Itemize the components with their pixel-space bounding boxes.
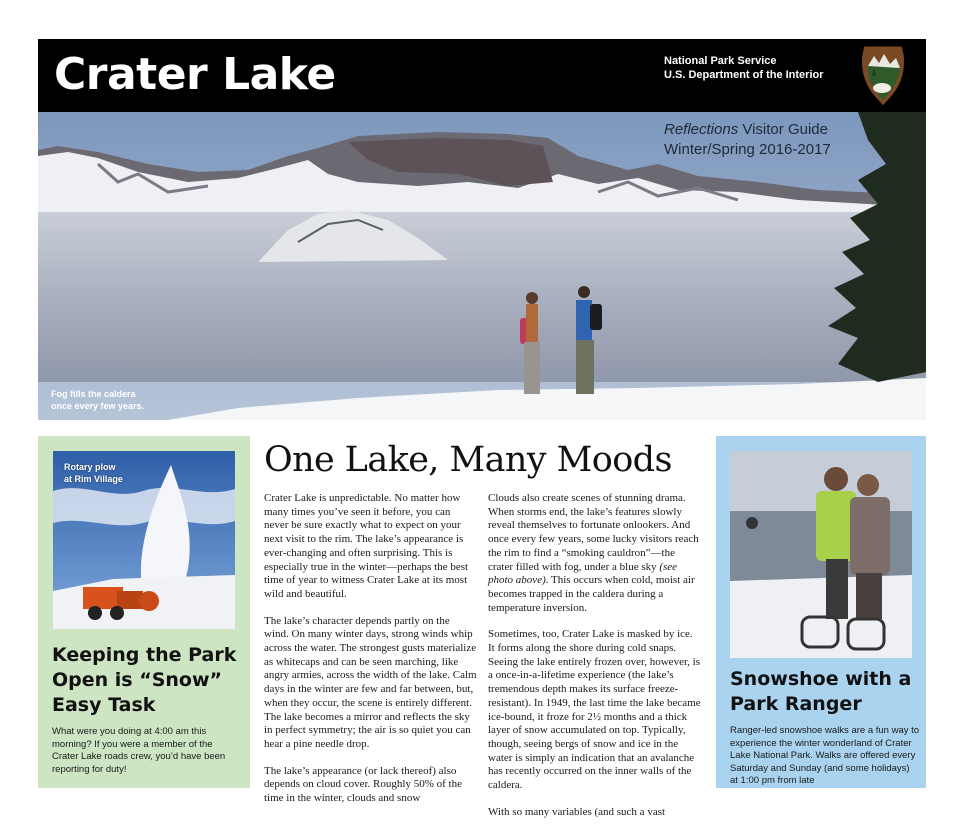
plow-photo-caption [64, 461, 123, 485]
article-paragraph: With so many variables (and such a vast [488, 805, 666, 818]
guide-title-rest: Visitor Guide [738, 121, 828, 138]
publication-title: Crater Lake [54, 49, 336, 100]
guide-edition: Winter/Spring 2016-2017 [664, 141, 831, 158]
hero-caption [51, 388, 144, 412]
snowshoe-heading: Snowshoe with a Park Ranger [730, 668, 912, 715]
article-headline: One Lake, Many Moods [264, 440, 672, 480]
agency-name: National Park Service [664, 55, 777, 67]
article-column-1 [264, 492, 477, 819]
photo-reference: (see photo above) [488, 560, 678, 587]
article-paragraph: The lake’s character depends partly on the wind. On many winter days, strong winds whip across the water. The strongest gusts materialize as whitecaps and can be seen marching, like angry armies, across the width of the lake. Calm days in the winter are few and far between, but, when they occur, the scene is entirely different. The lake becomes a mirror and reflects the sky in perfect symmetry; the air is so quiet you can hear a pine needle drop. [264, 614, 477, 750]
plow-caption-line: Rotary plow [64, 462, 116, 472]
roads-crew-heading: Keeping the Park Open is “Snow” Easy Task [52, 644, 237, 716]
main-article [250, 436, 716, 818]
hero-caption-line: Fog fills the caldera [51, 389, 136, 399]
department-name: U.S. Department of the Interior [664, 69, 824, 81]
snowshoe-sidebar [716, 436, 926, 788]
rotary-plow-photo [53, 451, 235, 629]
article-paragraph: Sometimes, too, Crater Lake is masked by ice. It forms along the shore during cold snaps. Seeing the lake entirely frozen over, however, is a once-in-a-lifetime experience (the lake’s tremendous depth makes its surface freeze-resistant). In 1949, the last time the lake became ice-bound, it froze for 2½ months and a thick layer of snow accumulated on top. Typically, though, seeing bergs of snow and ice in the water is simply an indication that an avalanche has recently occurred on the inner walls of the caldera. [488, 628, 701, 792]
snowshoe-photo [730, 451, 912, 658]
plow-caption-line: at Rim Village [64, 474, 123, 484]
snowshoe-image [730, 451, 912, 658]
hero-caption-line: once every few years. [51, 401, 145, 411]
roads-crew-body: What were you doing at 4:00 am this morning? If you were a member of the Crater Lake roads crew, you’d have been reporting for duty! [52, 726, 226, 775]
masthead [38, 39, 926, 112]
article-column-2 [488, 492, 701, 832]
agency-block [664, 54, 824, 82]
paragraph-text: Clouds also create scenes of stunning drama. When storms end, the lake’s features slowly reveal themselves to fortunate onlookers. And once every few years, some lucky visitors reach the rim to find a “smoking cauldron”—the crater filled with fog, under a blue sky [488, 492, 699, 573]
nps-arrowhead-icon [858, 44, 908, 108]
hero-photo [38, 112, 926, 420]
snowshoe-body: Ranger-led snowshoe walks are a fun way to experience the winter wonderland of Crater Lake National Park. Walks are offered every Saturday and Sunday (and some holidays) at 1:00 pm from late [730, 725, 920, 786]
guide-title-italic: Reflections [664, 121, 739, 138]
visitor-guide-page [38, 39, 926, 818]
article-paragraph: The lake’s appearance (or lack thereof) also depends on cloud cover. Roughly 50% of the time in the winter, clouds and snow [264, 764, 462, 805]
roads-crew-sidebar [38, 436, 250, 788]
paragraph-text: . This occurs when cold, moist air becomes trapped in the caldera during a temperature inversion. [488, 574, 695, 614]
article-paragraph: Crater Lake is unpredictable. No matter how many times you’ve seen it before, you can never be sure exactly what to expect on your next visit to the rim. The lake’s appearance is ever-changing and often surprising. This is especially true in the winter—perhaps the best time of year to witness Crater Lake at its most wild and beautiful. [264, 492, 469, 600]
article-paragraph [488, 492, 701, 615]
guide-title [664, 120, 831, 160]
